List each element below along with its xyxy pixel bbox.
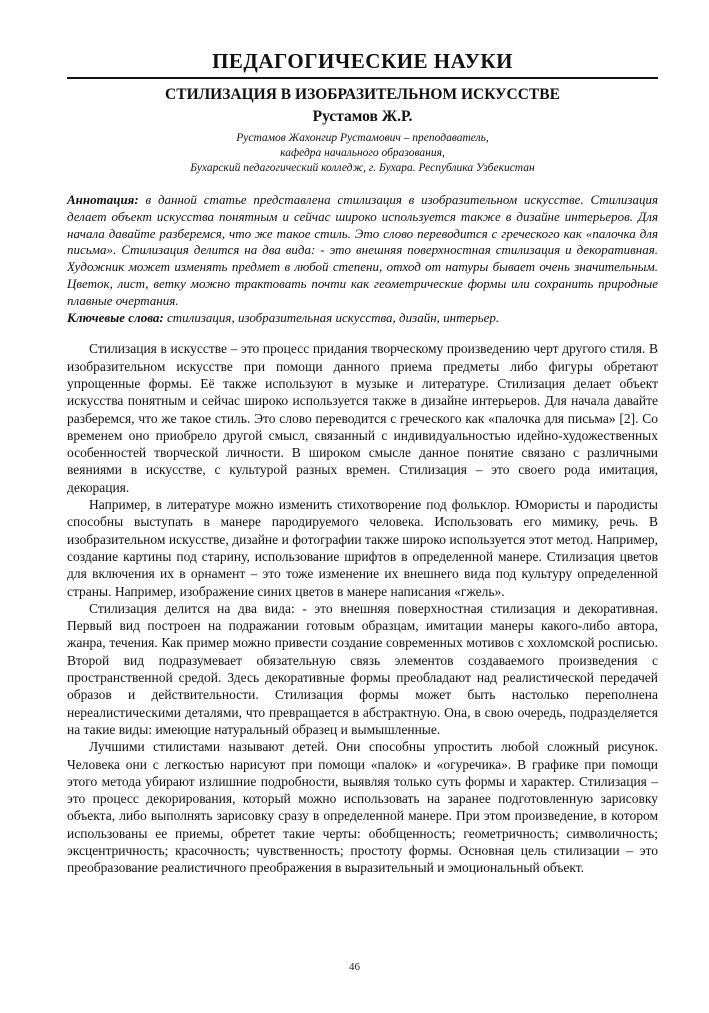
affiliation-line: Рустамов Жахонгир Рустамович – преподаватель, — [236, 132, 489, 144]
abstract — [67, 192, 658, 310]
author-affiliation — [67, 131, 658, 176]
affiliation-line: Бухарский педагогический колледж, г. Бухара. Республика Узбекистан — [190, 162, 535, 174]
keywords-label: Ключевые слова: — [67, 309, 164, 325]
keywords-text: стилизация, изобразительная искусства, дизайн, интерьер. — [163, 309, 500, 325]
body-paragraph: Стилизация в искусстве – это процесс придания творческому произведению черт другого стиля. В изобразительном искусстве при помощи данного приема предметы либо фигуры обретают упрощенные формы. Её также используют в музыке и литературе. Стилизация делает объект искусства понятным и сейчас широко используется также в дизайне интерьеров. Для начала давайте разберемся, что же такое стиль. Это слово переводится с греческого как «палочка для письма» [2]. Со временем оно приобрело другой смысл, связанный с индивидуальностью идейно-художественных особенностей творческой личности. В широком смысле данное понятие связано с различными веяниями в искусстве, с культурой разных времен. Стилизация – это своего рода имитация, декорация. — [67, 341, 658, 495]
page-number: 46 — [349, 961, 360, 973]
article-page — [67, 48, 658, 877]
body-paragraph: Стилизация делится на два вида: - это внешняя поверхностная стилизация и декоративная. Первый вид построен на подражании готовым образцам, имитации манеры какого-либо автора, жанра, течения. Как пример можно привести создание современных мотивов с хохломской росписью. Второй вид подразумевает обязательную связь элементов создаваемого произведения с пространственной средой. Здесь декоративные формы преобладают над реалистической передачей образов и действительности. Стилизация формы может быть настолько переполнена нереалистическими деталями, что превращается в абстрактную. Она, в свою очередь, подразделяется на такие виды: имеющие натуральный образец и вымышленные. — [67, 600, 658, 737]
section-header: ПЕДАГОГИЧЕСКИЕ НАУКИ — [67, 48, 658, 79]
keywords — [67, 310, 658, 327]
body-paragraph: Лучшими стилистами называют детей. Они способны упростить любой сложный рисунок. Человека они с легкостью нарисуют при помощи «палок» и «огуречика». В графике при помощи этого метода убирают излишние подробности, выявляя только суть формы и характер. Стилизация – это процесс декорирования, который можно использовать на заранее подготовленную зарисовку объекта, либо выполнять зарисовку сразу в определенной манере. При этом произведение, в котором использованы ее приемы, обретет такие черты: обобщенность; геометричность; символичность; эксцентричность; красочность; чувственность; простоту формы. Основная цель стилизации – это преобразование реалистичного преображения в выразительный и эмоциональный объект. — [67, 739, 658, 876]
affiliation-line: кафедра начального образования, — [280, 147, 445, 159]
article-body — [67, 340, 658, 876]
body-paragraph: Например, в литературе можно изменить стихотворение под фольклор. Юмористы и пародисты способны выступать в манере пародируемого человека. Использовать его мимику, речь. В изобразительном искусстве, дизайне и фотографии также широко используется этот метод. Например, создание картины под старину, использование шрифтов в определенной манере. Стилизация цветов для включения их в орнамент – это тоже изменение их внешнего вида под культуру определенной страны. Например, изображение синих цветов в манере написания «гжель». — [67, 497, 658, 599]
abstract-text: в данной статье представлена стилизация в изобразительном искусстве. Стилизация делает объект искусства понятным и сейчас широко используется также в дизайне интерьеров. Для начала давайте разберемся, что же такое стиль. Это слово переводится с греческого как «палочка для письма». Стилизация делится на два вида: - это внешняя поверхностная стилизация и декоративная. Художник может изменять предмет в любой степени, отход от натуры бывает очень значительным. Цветок, лист, ветку можно трактовать почти как геометрические формы или сохранить природные плавные очертания. — [67, 192, 658, 308]
abstract-label: Аннотация: — [67, 192, 139, 207]
article-author: Рустамов Ж.Р. — [312, 108, 413, 125]
article-title: СТИЛИЗАЦИЯ В ИЗОБРАЗИТЕЛЬНОМ ИСКУССТВЕ — [165, 86, 560, 103]
